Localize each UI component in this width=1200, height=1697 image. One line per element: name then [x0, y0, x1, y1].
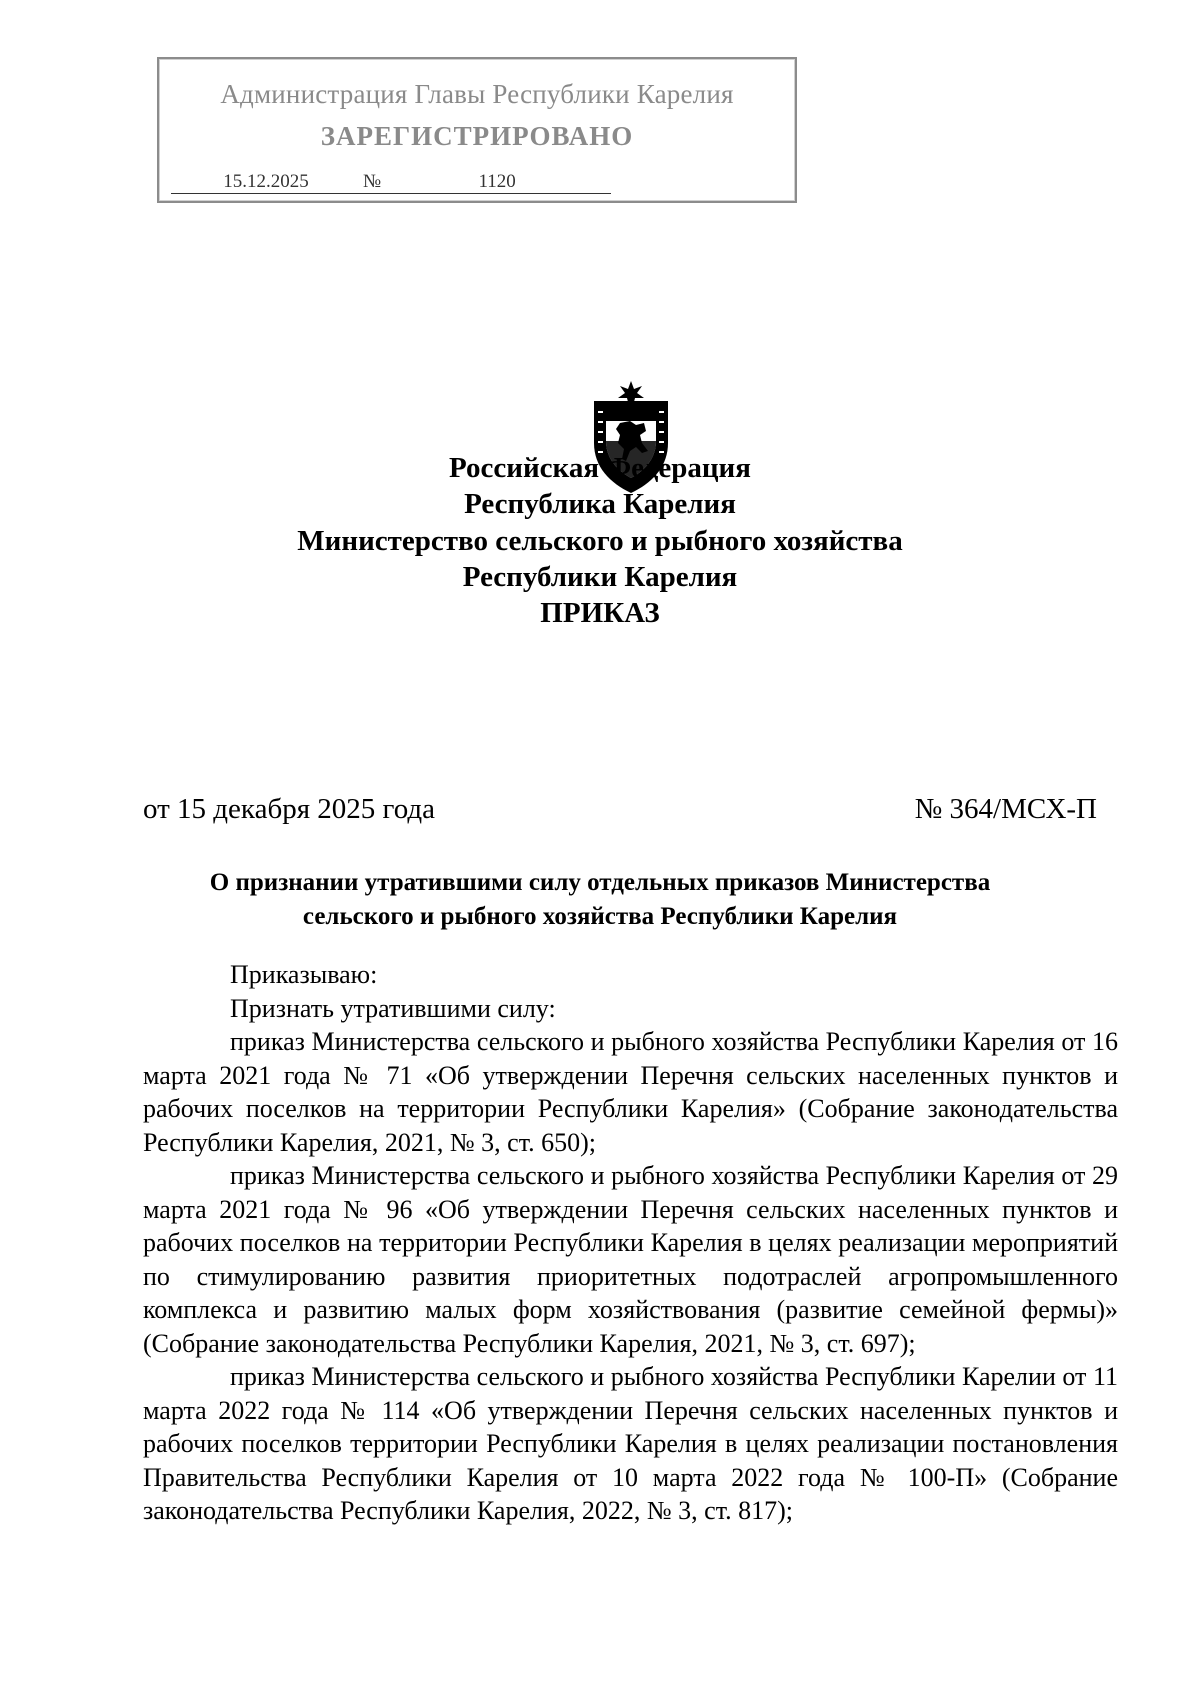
title-line: О признании утратившими силу отдельных приказов Министерства [209, 869, 991, 896]
order-number: № 364/МСХ-П [914, 793, 1097, 825]
stamp-status: ЗАРЕГИСТРИРОВАНО [320, 121, 634, 151]
header-ministry-region: Республики Карелия [462, 561, 738, 593]
title-line: сельского и рыбного хозяйства Республики Карелия [302, 903, 898, 930]
document-body [143, 958, 1118, 1528]
document-title [0, 866, 1200, 934]
body-paragraph: приказ Министерства сельского и рыбного хозяйства Республики Карелия от 16 марта 2021 года № 71 «Об утверждении Перечня сельских населенных пунктов и рабочих поселков на территории Республики Карелия» (Собрание законодательства Республики Карелия, 2021, № 3, ст. 650); [143, 1027, 1118, 1157]
body-paragraph: Признать утратившими силу: [230, 993, 556, 1023]
body-paragraph: Приказываю: [230, 960, 378, 989]
registration-stamp [157, 57, 797, 203]
stamp-number: 1120 [383, 171, 611, 194]
body-paragraph: приказ Министерства сельского и рыбного хозяйства Республики Карелии от 11 марта 2022 года № 114 «Об утверждении Перечня сельских населенных пунктов и рабочих поселков территории Республики Карелия в целях реализации постановления Правительства Республики Карелия от 10 марта 2022 года № 100-П» (Собрание законодательства Республики Карелия, 2022, № 3, ст. 817); [143, 1362, 1118, 1525]
document-type: ПРИКАЗ [540, 597, 660, 629]
header-ministry: Министерство сельского и рыбного хозяйства [297, 525, 903, 557]
header-country: Российская Федерация [449, 452, 751, 484]
stamp-number-sign: № [363, 171, 382, 192]
stamp-date: 15.12.2025 [171, 171, 361, 194]
stamp-organization: Администрация Главы Республики Карелия [220, 79, 734, 109]
body-paragraph: приказ Министерства сельского и рыбного хозяйства Республики Карелия от 29 марта 2021 года № 96 «Об утверждении Перечня сельских населенных пунктов и рабочих поселков на территории Республики Карелия в целях реализации мероприятий по стимулированию развития приоритетных подотраслей агропромышленного комплекса и развитию малых форм хозяйствования (развитие семейной фермы)» (Собрание законодательства Республики Карелия, 2021, № 3, ст. 697); [143, 1161, 1118, 1358]
header-republic: Республика Карелия [464, 488, 736, 520]
stamp-registration-line [171, 171, 611, 194]
order-date: от 15 декабря 2025 года [143, 793, 435, 825]
